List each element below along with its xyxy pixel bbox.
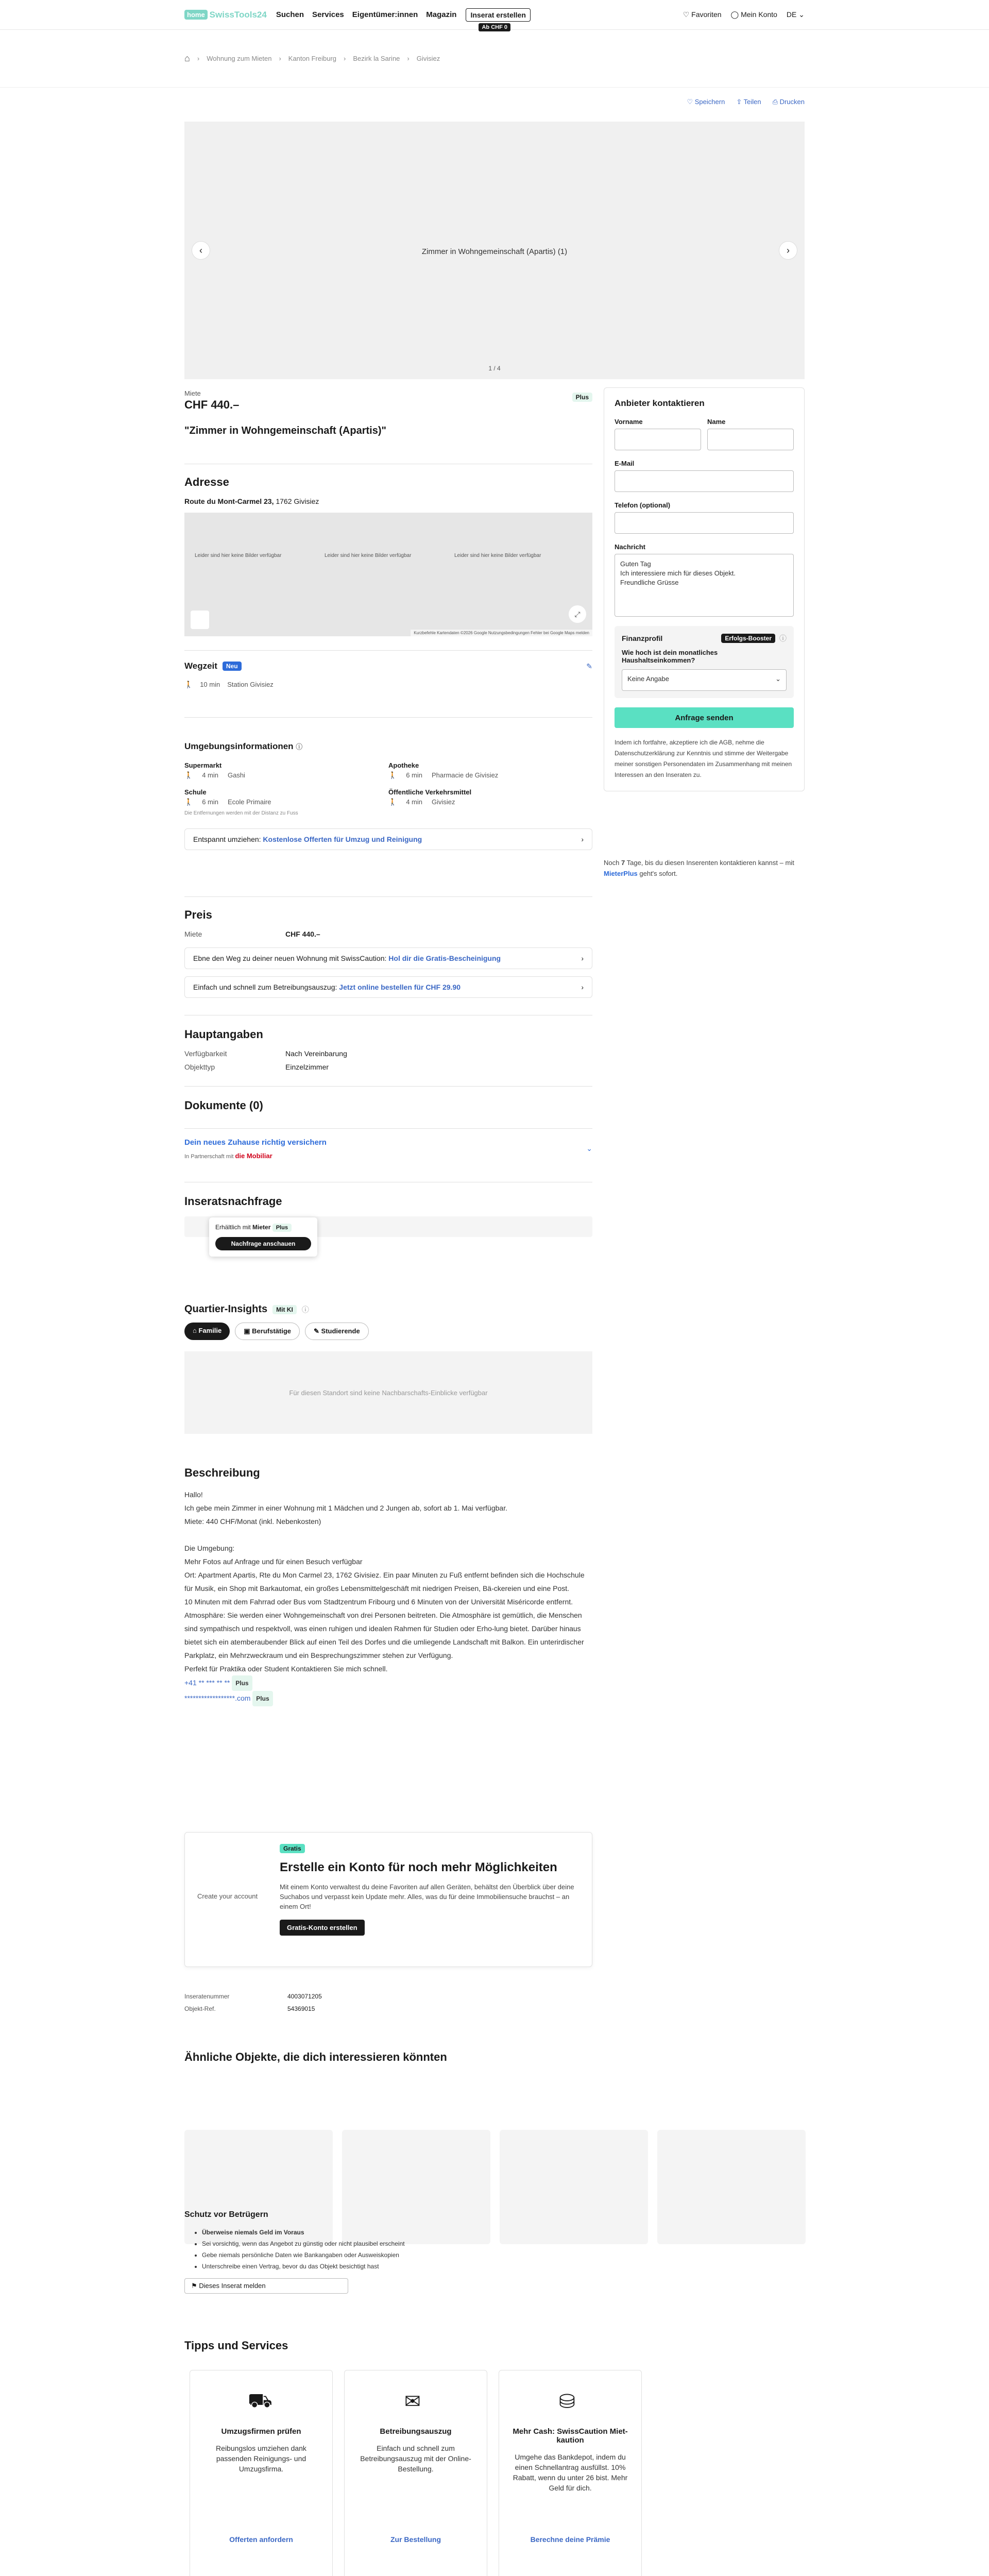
poi-time: 4 min	[406, 798, 422, 806]
price-section	[184, 896, 592, 998]
quarter-section	[184, 1303, 592, 1434]
heart-icon: ♡	[683, 10, 690, 19]
map-tile-msg: Leider sind hier keine Bilder verfügbar	[325, 553, 412, 558]
price-label: Miete	[184, 389, 201, 397]
logo[interactable]	[184, 10, 267, 20]
address-street: Route du Mont-Carmel 23,	[184, 497, 274, 505]
free-badge: Gratis	[280, 1844, 305, 1853]
note-part: Tage, bis du diesen Inserenten kontaktieren kannst – mit	[626, 859, 794, 867]
quarter-heading: Quartier-Insights	[184, 1303, 268, 1315]
tip-title: Betreibungsauszug	[380, 2427, 452, 2436]
documents-heading: Dokumente (0)	[184, 1099, 263, 1112]
money-icon: ⛁	[559, 2391, 575, 2413]
breadcrumb-item[interactable]: Givisiez	[416, 55, 440, 62]
lastname-label: Name	[707, 418, 726, 426]
price-heading: Preis	[184, 908, 212, 921]
view-demand-button[interactable]: Nachfrage anschauen	[215, 1237, 311, 1250]
tip-text: Umgehe das Bankdepot, indem du einen Schnellantrag ausfüllst. 10% Rabatt, wenn du unter 26 bist. Mehr Geld für dich.	[513, 2453, 628, 2492]
message-textarea[interactable]: Guten Tag Ich interessiere mich für dieses Objekt. Freundliche Grüsse	[615, 554, 794, 617]
poi-item	[184, 788, 388, 806]
legal-text: Indem ich fortfahre, akzeptiere ich die AGB, nehme die Datenschutzerklärung zur Kenntnis und stimme der Weitergabe meiner sonstigen Personendaten im Zusammenhang mit meinen Interessen an den Inseraten zu.	[615, 739, 792, 778]
email-field[interactable]	[615, 470, 794, 492]
map-tile-msg: Leider sind hier keine Bilder verfügbar	[195, 553, 282, 558]
tip-card	[499, 2370, 642, 2576]
demand-heading: Inseratsnachfrage	[184, 1195, 282, 1208]
data-key: Objekttyp	[184, 1063, 215, 1071]
finance-label: Finanzprofil	[622, 634, 663, 642]
nav-owners[interactable]: Eigentümer:innen	[352, 10, 418, 19]
chevron-down-icon: ⌄	[775, 675, 781, 683]
fraud-heading: Schutz vor Betrügern	[184, 2210, 268, 2219]
create-listing-label: Inserat erstellen	[470, 10, 526, 19]
favorites-link[interactable]	[683, 10, 722, 19]
poi-time: 6 min	[406, 771, 422, 779]
tip-title: Umzugsfirmen prüfen	[221, 2427, 301, 2436]
poi-category: Öffentliche Verkehrsmittel	[388, 788, 472, 796]
print-label: Drucken	[779, 98, 805, 106]
fraud-item: • Überweise niemals Geld im Voraus	[202, 2227, 592, 2238]
promo-title: Erstelle ein Konto für noch mehr Möglichkeiten	[280, 1860, 557, 1874]
chevron-right-icon: ›	[787, 245, 790, 256]
image-gallery[interactable]	[184, 122, 805, 379]
message-label: Nachricht	[615, 543, 645, 551]
poi-category: Apotheke	[388, 761, 419, 769]
data-key: Verfügbarkeit	[184, 1049, 227, 1058]
chevron-right-icon: ›	[581, 983, 584, 991]
nav-search[interactable]: Suchen	[276, 10, 304, 19]
hidden-phone: +41 ** *** ** **	[184, 1679, 230, 1687]
tip-card	[344, 2370, 487, 2576]
gallery-counter: 1 / 4	[488, 365, 501, 372]
mobiliar-logo: die Mobiliar	[235, 1152, 272, 1160]
popup-product: Mieter	[252, 1224, 271, 1231]
surroundings-note: Die Entfernungen werden mit der Distanz zu Fuss	[184, 810, 298, 816]
tip-text: Reibungslos umziehen dank passenden Reinigungs- und Umzugsfirma.	[216, 2444, 306, 2473]
new-badge: Neu	[223, 662, 242, 671]
plus-badge: Plus	[252, 1691, 272, 1706]
poi-place: Givisiez	[431, 798, 455, 806]
listing-ids	[184, 1993, 592, 2018]
firstname-label: Vorname	[615, 418, 643, 426]
surroundings-heading: Umgebungsinformationen	[184, 741, 294, 751]
surroundings-section	[184, 717, 592, 850]
account-promo	[184, 1832, 592, 1967]
poi-item	[184, 761, 388, 779]
poi-item	[388, 788, 592, 806]
note-part: Noch	[604, 859, 620, 867]
finance-profile	[615, 626, 794, 698]
tip-link[interactable]: Zur Bestellung	[390, 2535, 441, 2544]
description-paragraph: Miete: 440 CHF/Monat (inkl. Nebenkosten)	[184, 1517, 321, 1526]
tab-label: Berufstätige	[252, 1327, 292, 1335]
listing-header	[184, 389, 592, 437]
home-icon[interactable]: ⌂	[184, 53, 190, 63]
edit-icon[interactable]: ✎	[586, 662, 592, 670]
insurance-title[interactable]: Dein neues Zuhause richtig versichern	[184, 1138, 327, 1147]
moving-offer-bar[interactable]	[184, 828, 592, 850]
tip-text: Einfach und schnell zum Betreibungsauszug mit der Online-Bestellung.	[360, 2444, 471, 2473]
wegzeit-place: Station Givisiez	[227, 681, 274, 688]
info-icon[interactable]: ⓘ	[296, 743, 303, 751]
nav-services[interactable]: Services	[312, 10, 344, 19]
save-button[interactable]: ♡ Speichern	[687, 98, 725, 106]
price-row-value: CHF 440.–	[285, 930, 320, 938]
tab-workers[interactable]: ▣ Berufstätige	[235, 1323, 300, 1340]
promo-text: Mit einem Konto verwaltest du deine Favoriten auf allen Geräten, behältst den Überblick über deine Suchabos und verpasst kein Update mehr. Alles, was du für deine Immobiliensuche brauchst – an einem Ort!	[280, 1883, 574, 1910]
listing-title: "Zimmer in Wohngemeinschaft (Apartis)"	[184, 425, 386, 436]
contact-limit-note	[604, 857, 805, 879]
poi-item	[388, 761, 592, 779]
stamp-icon: ✉	[404, 2391, 421, 2413]
main-data-heading: Hauptangaben	[184, 1028, 263, 1041]
create-account-button[interactable]: Gratis-Konto erstellen	[280, 1920, 365, 1936]
tip-card	[190, 2370, 333, 2576]
note-part: geht's sofort.	[639, 870, 678, 877]
tips-heading: Tipps und Services	[184, 2339, 288, 2352]
chevron-left-icon: ‹	[199, 245, 202, 256]
id-value: 4003071205	[287, 1993, 322, 2000]
bar-prefix: Ebne den Weg zu deiner neuen Wohnung mit SwissCaution:	[193, 954, 387, 962]
breadcrumb-item[interactable]: Wohnung zum Mieten	[207, 55, 272, 62]
account-label: Mein Konto	[741, 10, 777, 19]
account-link[interactable]	[731, 10, 777, 19]
popup-text: Erhältlich mit	[215, 1224, 251, 1231]
gallery-caption: Zimmer in Wohngemeinschaft (Apartis) (1)	[421, 247, 568, 256]
email-label: E-Mail	[615, 460, 635, 467]
mieterplus-link[interactable]: MieterPlus	[604, 870, 638, 877]
walk-icon: 🚶	[388, 798, 397, 806]
share-label: Teilen	[743, 98, 761, 106]
note-days: 7	[621, 859, 625, 867]
info-icon[interactable]: ⓘ	[779, 634, 787, 642]
contact-heading: Anbieter kontaktieren	[615, 398, 705, 408]
language-select[interactable]: DE ⌄	[786, 10, 805, 19]
logo-text: SwissTools24	[209, 9, 267, 20]
description-body	[184, 1488, 592, 1706]
price-value: CHF 440.–	[184, 398, 240, 411]
offer-link[interactable]: Kostenlose Offerten für Umzug und Reinigung	[263, 835, 422, 843]
offer-prefix: Entspannt umziehen:	[193, 835, 261, 843]
poi-place: Ecole Primaire	[227, 798, 271, 806]
fullscreen-icon[interactable]: ⤢	[569, 605, 586, 623]
debt-extract-bar[interactable]	[184, 976, 592, 998]
chevron-right-icon: ›	[581, 835, 584, 843]
poi-time: 4 min	[202, 771, 218, 779]
favorites-label: Favoriten	[691, 10, 722, 19]
poi-place: Pharmacie de Givisiez	[431, 771, 499, 779]
map-type-button[interactable]	[191, 611, 209, 629]
fraud-item: • Sei vorsichtig, wenn das Angebot zu günstig oder nicht plausibel erscheint	[202, 2238, 592, 2249]
header-right	[683, 10, 805, 19]
walk-icon: 🚶	[184, 771, 193, 779]
main-nav	[276, 10, 457, 19]
address-section	[184, 464, 592, 636]
poi-place: Gashi	[227, 771, 245, 779]
report-label: Dieses Inserat melden	[199, 2282, 266, 2290]
main-data-section	[184, 1015, 592, 1076]
id-key: Inseratenummer	[184, 1993, 230, 2000]
insurance-section[interactable]	[184, 1128, 592, 1182]
promo-left-text: Create your account	[197, 1892, 258, 1900]
phone-field[interactable]	[615, 512, 794, 534]
map-footer: Kurzbefehle Kartendaten ©2026 Google Nutzungsbedingungen Fehler bei Google Maps melden	[411, 630, 592, 636]
info-icon[interactable]: ⓘ	[301, 1305, 309, 1314]
breadcrumb-item[interactable]: Kanton Freiburg	[288, 55, 337, 62]
tip-link[interactable]: Berechne deine Prämie	[530, 2535, 610, 2544]
similar-card-placeholder[interactable]	[657, 2130, 806, 2244]
description-paragraph: Ort: Apartment Apartis, Rte du Mon Carmel 23, 1762 Givisiez. Ein paar Minuten zu Fuß entfernt befinden sich die Hochschule für Musik, ein Shop mit Barkautomat, ein großes Lebensmittelgeschäft mit niedrigen Preisen, Bä-ckereien und eine Post.	[184, 1571, 585, 1592]
bar-link[interactable]: Jetzt online bestellen für CHF 29.90	[339, 983, 461, 991]
listing-actions	[687, 98, 805, 106]
finance-question: Wie hoch ist dein monatliches Haushaltseinkommen?	[622, 649, 718, 664]
breadcrumb	[0, 30, 989, 88]
price-row-label: Miete	[184, 930, 202, 938]
map[interactable]	[184, 513, 592, 636]
save-label: Speichern	[694, 98, 725, 106]
insurance-partner: In Partnerschaft mit	[184, 1154, 234, 1160]
firstname-input[interactable]	[615, 429, 701, 450]
print-button[interactable]: ⎙ Drucken	[772, 98, 805, 106]
similar-heading: Ähnliche Objekte, die dich interessieren könnten	[184, 2050, 447, 2063]
description-paragraph: Ich gebe mein Zimmer in einer Wohnung mit 1 Mädchen und 2 Jungen ab, sofort ab 1. Mai verfügbar.	[184, 1504, 507, 1512]
wegzeit-label: Wegzeit	[184, 661, 217, 671]
documents-section	[184, 1086, 592, 1121]
phone-label: Telefon (optional)	[615, 501, 671, 509]
report-listing-button[interactable]	[184, 2278, 348, 2294]
chevron-right-icon: ›	[279, 55, 281, 62]
contact-panel	[604, 387, 805, 791]
tip-link[interactable]: Offerten anfordern	[229, 2535, 293, 2544]
truck-icon: ⛟	[248, 2390, 272, 2412]
tab-students[interactable]: ✎ Studierende	[305, 1323, 369, 1340]
poi-category: Schule	[184, 788, 207, 796]
plus-badge: Plus	[272, 1224, 292, 1232]
chevron-right-icon: ›	[197, 55, 200, 62]
id-key: Objekt-Ref.	[184, 2005, 216, 2012]
price-badge: Ab CHF 0	[479, 23, 510, 31]
gallery-next-button[interactable]	[779, 241, 797, 260]
poi-category: Supermarkt	[184, 761, 222, 769]
chevron-down-icon[interactable]: ⌄	[586, 1144, 592, 1153]
wegzeit-section	[184, 650, 592, 689]
tips-section	[184, 2339, 592, 2361]
address-heading: Adresse	[184, 476, 229, 488]
ai-badge: Mit KI	[272, 1305, 297, 1314]
plus-badge: Plus	[572, 393, 592, 402]
demand-popup	[209, 1217, 317, 1257]
wegzeit-time: 10 min	[200, 681, 220, 688]
walk-icon: 🚶	[184, 681, 193, 688]
send-request-button[interactable]: Anfrage senden	[615, 707, 794, 728]
data-value: Nach Vereinbarung	[285, 1049, 347, 1058]
language-label: DE	[786, 10, 797, 19]
logo-badge: home	[184, 10, 208, 20]
tab-label: Studierende	[321, 1327, 360, 1335]
hidden-email: ******************.com	[184, 1694, 251, 1702]
fraud-item: • Unterschreibe einen Vertrag, bevor du das Objekt besichtigt hast	[202, 2261, 592, 2272]
booster-badge: Erfolgs-Booster	[721, 634, 775, 643]
plus-badge: Plus	[232, 1675, 252, 1691]
description-section	[184, 1466, 592, 1706]
map-tile-msg: Leider sind hier keine Bilder verfügbar	[454, 553, 541, 558]
description-paragraph	[184, 1528, 592, 1541]
quarter-empty: Für diesen Standort sind keine Nachbarschafts-Einblicke verfügbar	[184, 1351, 592, 1434]
description-paragraph: 10 Minuten mit dem Fahrrad oder Bus vom Stadtzentrum Fribourg und 6 Minuten von der Universität Miséricorde entfernt.	[184, 1598, 573, 1606]
chevron-right-icon: ›	[581, 954, 584, 962]
chevron-right-icon: ›	[344, 55, 346, 62]
lastname-input[interactable]	[707, 429, 794, 450]
poi-time: 6 min	[202, 798, 218, 806]
fraud-section	[184, 2210, 592, 2294]
bar-prefix: Einfach und schnell zum Betreibungsauszug:	[193, 983, 337, 991]
data-value: Einzelzimmer	[285, 1063, 329, 1071]
share-button[interactable]: ⇪ Teilen	[736, 98, 761, 106]
description-paragraph: Die Umgebung:	[184, 1544, 235, 1552]
tab-label: Familie	[198, 1327, 222, 1334]
tip-title: Mehr Cash: SwissCaution Miet-kaution	[513, 2427, 628, 2445]
chevron-right-icon: ›	[407, 55, 410, 62]
walk-icon: 🚶	[184, 798, 193, 806]
description-paragraph: Mehr Fotos auf Anfrage und für einen Besuch verfügbar	[184, 1557, 363, 1566]
income-select[interactable]	[622, 669, 787, 691]
demand-section	[184, 1182, 592, 1285]
nav-magazine[interactable]: Magazin	[426, 10, 457, 19]
address-city: 1762 Givisiez	[276, 497, 319, 505]
description-heading: Beschreibung	[184, 1466, 260, 1479]
income-select-value: Keine Angabe	[627, 675, 669, 683]
swisscaution-bar[interactable]	[184, 947, 592, 969]
user-icon: ◯	[730, 10, 739, 19]
breadcrumb-item[interactable]: Bezirk la Sarine	[353, 55, 400, 62]
fraud-item: • Gebe niemals persönliche Daten wie Bankangaben oder Ausweiskopien	[202, 2249, 592, 2261]
create-listing-button[interactable]	[466, 8, 530, 30]
bar-link[interactable]: Hol dir die Gratis-Bescheinigung	[388, 954, 501, 962]
similar-section	[184, 2050, 805, 2072]
flag-icon: ⚑	[191, 2282, 197, 2290]
top-header	[0, 0, 989, 30]
tab-family[interactable]: ⌂ Familie	[184, 1323, 230, 1340]
id-value: 54369015	[287, 2005, 315, 2012]
walk-icon: 🚶	[388, 771, 397, 779]
description-paragraph: Perfekt für Praktika oder Student Kontaktieren Sie mich schnell.	[184, 1665, 388, 1673]
description-paragraph: Atmosphäre: Sie werden einer Wohngemeinschaft von drei Personen beitreten. Die Atmosphäre ist gemütlich, die Menschen sind sympathisch und respektvoll, was einen ruhigen und idealen Rahmen für Studien oder Erho-lung bietet. Darüber hinaus bietet sich ein atemberaubender Blick auf einen Teil des Dorfes und die umliegende Landschaft mit Balkon. Ein unterirdischer Parkplatz, ein Mehrzweckraum und ein Besprechungszimmer stehen zur Verfügung.	[184, 1611, 584, 1659]
description-paragraph: Hallo!	[184, 1490, 203, 1499]
